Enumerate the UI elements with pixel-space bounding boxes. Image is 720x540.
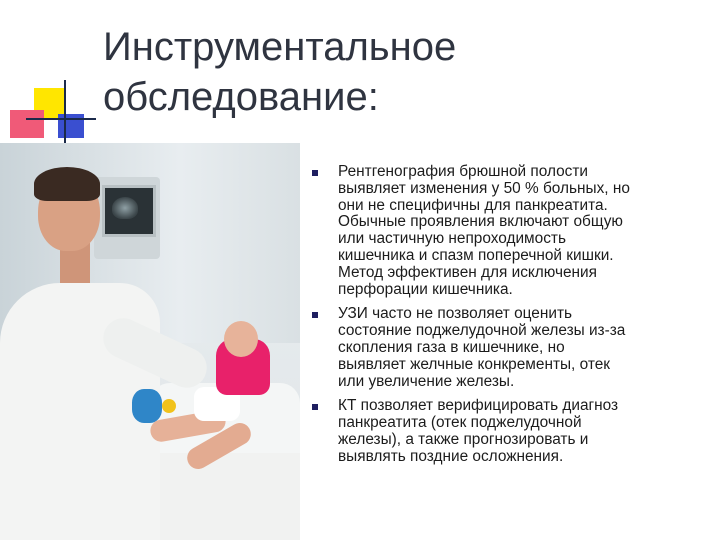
- bullet-line: перфорации кишечника.: [338, 280, 513, 298]
- slide-title: [103, 22, 703, 122]
- bullet-line: выявляет изменения у 50 % больных, но: [338, 179, 630, 197]
- yellow-toy: [162, 399, 176, 413]
- bullet-line: выявляет желчные конкременты, отек: [338, 355, 610, 373]
- square-bullet-icon: [312, 170, 318, 176]
- bullet-item-ct: [312, 398, 712, 465]
- square-bullet-icon: [312, 312, 318, 318]
- bullet-line: железы), а также прогнозировать и: [338, 430, 589, 448]
- bullet-line: или частичную непроходимость: [338, 230, 566, 248]
- bullet-line: Рентгенография брюшной полости: [338, 163, 588, 180]
- doctor-hair: [34, 167, 100, 201]
- bullet-line: кишечника и спазм поперечной кишки.: [338, 246, 614, 264]
- square-bullet-icon: [312, 404, 318, 410]
- bullet-list: [312, 164, 712, 466]
- ornament-red-square: [10, 110, 44, 138]
- ornament-vertical-line: [64, 80, 66, 148]
- slide-title-line-2: обследование:: [103, 75, 379, 119]
- bullet-line: Метод эффективен для исключения: [338, 263, 597, 281]
- ultrasound-exam-photo: [0, 143, 300, 540]
- ornament-horizontal-line: [26, 118, 96, 120]
- bullet-line: КТ позволяет верифицировать диагноз: [338, 397, 619, 415]
- bullet-line: выявлять поздние осложнения.: [338, 447, 564, 465]
- child-head: [224, 321, 258, 357]
- bullet-item-xray: [312, 164, 712, 298]
- bullet-line: состояние поджелудочной железы из-за: [338, 322, 626, 340]
- bullet-line: скопления газа в кишечнике, но: [338, 338, 565, 356]
- bullet-line: они не специфичны для панкреатита.: [338, 196, 608, 214]
- bullet-line: панкреатита (отек поджелудочной: [338, 414, 582, 432]
- slide-title-line-1: Инструментальное: [103, 25, 457, 69]
- blue-toy: [132, 389, 162, 423]
- bullet-line: или увеличение железы.: [338, 372, 515, 390]
- bullet-line: УЗИ часто не позволяет оценить: [338, 305, 573, 323]
- bullet-item-ultrasound: [312, 306, 712, 390]
- bullet-line: Обычные проявления включают общую: [338, 213, 623, 231]
- ultrasound-scan-image: [112, 197, 138, 219]
